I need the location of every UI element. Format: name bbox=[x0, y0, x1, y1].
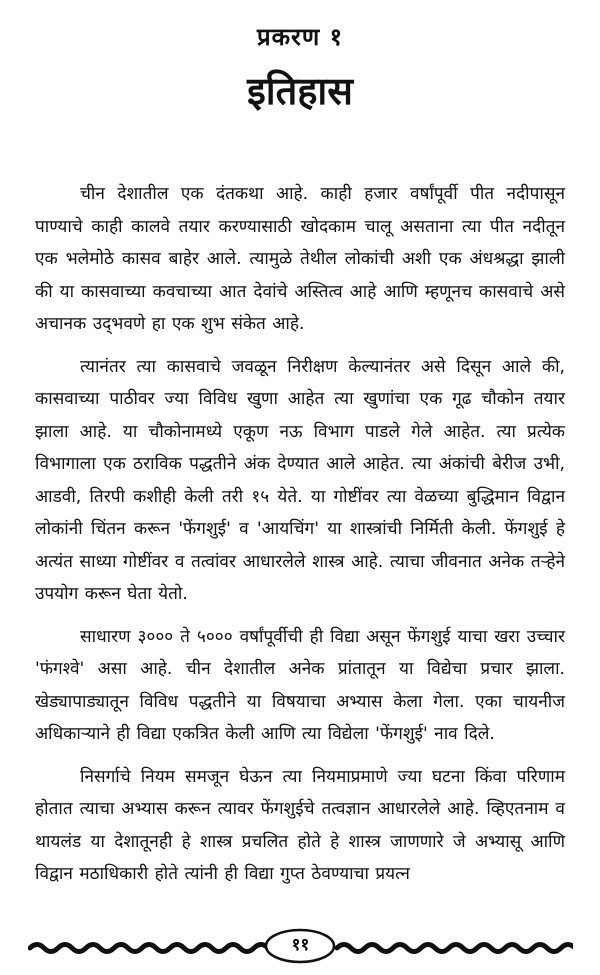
paragraph-1: चीन देशातील एक दंतकथा आहे. काही हजार वर्षांपूर्वी पीत नदीपासून पाण्याचे काही कालवे तयार करण्यासाठी खोदकाम चालू असताना त्या पीत नदीतून एक भलेमोठे कासव बाहेर आले. त्यामुळे तेथील लोकांची अशी एक अंधश्रद्धा झाली की या कासवाच्या कवचाच्या आत देवांचे अस्तित्व आहे आणि म्हणूनच कासवाचे असे अचानक उद्‌भवणे हा एक शुभ संकेत आहे. bbox=[35, 184, 565, 334]
page-number: ११ bbox=[291, 935, 310, 955]
paragraph-3: साधारण ३००० ते ५००० वर्षांपूर्वीची ही विद्या असून फेंगशुई याचा खरा उच्चार 'फंगश्वे' असा आहे. चीन देशातील अनेक प्रांतातून या विद्येचा प्रचार झाला. खेड्यापाड्यातून विविध पद्धतीने या विषयाचा अभ्यास केला गेला. एका चायनीज अधिकाऱ्याने ही विद्या एकत्रित केली आणि त्या विद्येला 'फेंगशुई' नाव दिले. bbox=[35, 626, 565, 744]
chapter-title: इतिहास bbox=[247, 69, 353, 113]
page-footer bbox=[28, 926, 573, 966]
paragraph-4: निसर्गाचे नियम समजून घेऊन त्या नियमाप्रमाणे ज्या घटना किंवा परिणाम होतात त्याचा अभ्यास करून त्यावर फेंगशुईचे तत्वज्ञान आधारलेले आहे. व्हिएतनाम व थायलंड या देशातूनही हे शास्त्र प्रचलित होते हे शास्त्र जाणणारे जे अभ्यासू आणि विद्वान मठाधिकारी होते त्यांनी ही विद्या गुप्त ठेवण्याचा प्रयत्न bbox=[35, 766, 565, 884]
chapter-label: प्रकरण १ bbox=[256, 23, 344, 51]
body-text bbox=[35, 178, 565, 891]
paragraph-2: त्यानंतर त्या कासवाचे जवळून निरीक्षण केल्यानंतर असे दिसून आले की, कासवाच्या पाठीवर ज्या विविध खुणा आहेत त्या खुणांचा एक गूढ चौकोन तयार झाला आहे. या चौकोनामध्ये एकूण नऊ विभाग पाडले गेले आहेत. त्या प्रत्येक विभागाला एक ठराविक पद्धतीने अंक देण्यात आले आहेत. त्या अंकांची बेरीज उभी, आडवी, तिरपी कशीही केली तरी १५ येते. या गोष्टींवर त्या वेळच्या बुद्धिमान विद्वान लोकांनी चिंतन करून 'फेंगशुई' व 'आयचिंग' या शास्त्रांची निर्मिती केली. फेंगशुई हे अत्यंत साध्या गोष्टींवर व तत्वांवर आधारलेले शास्त्र आहे. त्याचा जीवनात अनेक तऱ्हेने उपयोग करून घेता येतो. bbox=[35, 356, 565, 604]
